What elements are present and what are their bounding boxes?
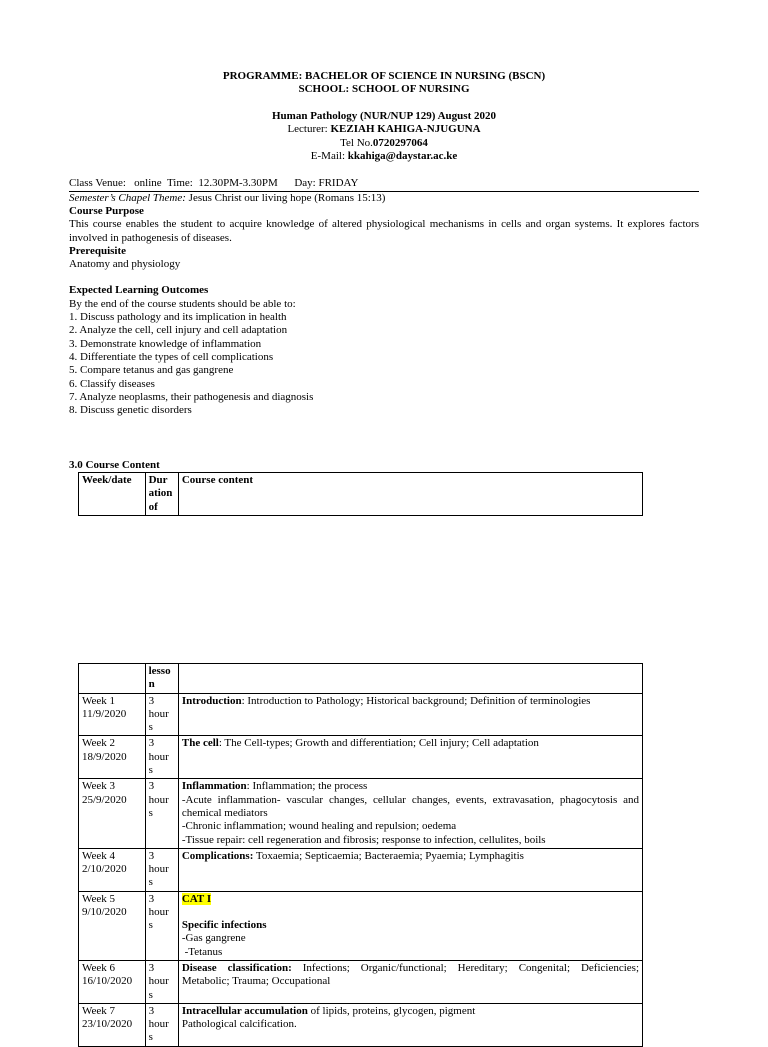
table-row bbox=[79, 693, 643, 736]
outcomes-heading: Expected Learning Outcomes bbox=[69, 284, 209, 297]
week-cell: Week 5 9/10/2020 bbox=[79, 891, 146, 960]
week-cell: Week 1 11/9/2020 bbox=[79, 693, 146, 736]
tel-label: Tel No. bbox=[340, 136, 373, 149]
chapel-theme-line bbox=[69, 192, 699, 205]
lecturer-label: Lecturer: bbox=[287, 123, 331, 136]
email-value[interactable]: kkahiga@daystar.ac.ke bbox=[347, 149, 458, 162]
table-row bbox=[79, 848, 643, 891]
table-row bbox=[79, 736, 643, 779]
content-cell: Introduction: Introduction to Pathology; Historical background; Definition of terminologies bbox=[178, 693, 642, 736]
programme-title: PROGRAMME: BACHELOR OF SCIENCE IN NURSING (BSCN) bbox=[222, 70, 546, 82]
duration-cell: 3 hour s bbox=[145, 736, 178, 779]
email-line bbox=[69, 150, 699, 163]
header-week-date: Week/date bbox=[79, 473, 146, 516]
table-row bbox=[79, 779, 643, 848]
table-row bbox=[79, 891, 643, 960]
outcomes-intro: By the end of the course students should be able to: bbox=[69, 297, 296, 310]
week-cell: Week 2 18/9/2020 bbox=[79, 736, 146, 779]
week-cell: Week 7 23/10/2020 bbox=[79, 1003, 146, 1046]
document-header bbox=[69, 70, 699, 97]
email-label: E-Mail: bbox=[310, 149, 348, 162]
table-header-row bbox=[79, 473, 643, 516]
course-purpose-text: This course enables the student to acquire knowledge of altered physiological mechanisms in cells and organ systems. It explores factors involved in pathogenesis of diseases. bbox=[69, 218, 699, 244]
tel-value: 0720297064 bbox=[372, 136, 428, 149]
outcome-item: 2. Analyze the cell, cell injury and cell adaptation bbox=[69, 324, 288, 337]
outcome-item: 8. Discuss genetic disorders bbox=[69, 404, 192, 417]
week-cell: Week 4 2/10/2020 bbox=[79, 848, 146, 891]
duration-cell: 3 hour s bbox=[145, 848, 178, 891]
outcome-item: 7. Analyze neoplasms, their pathogenesis and diagnosis bbox=[69, 390, 314, 403]
course-content-heading: 3.0 Course Content bbox=[69, 459, 160, 471]
outcome-item: 5. Compare tetanus and gas gangrene bbox=[69, 364, 234, 377]
class-venue-line: Class Venue: online Time: 12.30PM-3.30PM Day: FRIDAY bbox=[69, 177, 359, 189]
course-content-table-header bbox=[78, 472, 643, 516]
header-duration: Dur ation of bbox=[145, 473, 178, 516]
content-cell: Disease classification: Infections; Organic/functional; Hereditary; Congenital; Deficiencies; Metabolic; Trauma; Occupational bbox=[178, 960, 642, 1003]
duration-cell: 3 hour s bbox=[145, 693, 178, 736]
course-title: Human Pathology (NUR/NUP 129) August 2020 bbox=[272, 110, 496, 122]
school-title: SCHOOL: SCHOOL OF NURSING bbox=[298, 83, 470, 96]
content-cell: The cell: The Cell-types; Growth and differentiation; Cell injury; Cell adaptation bbox=[178, 736, 642, 779]
course-content-table bbox=[78, 663, 643, 1047]
outcome-item: 1. Discuss pathology and its implication in health bbox=[69, 311, 287, 324]
duration-cell: 3 hour s bbox=[145, 891, 178, 960]
content-cell: CAT I Specific infections -Gas gangrene -Tetanus bbox=[178, 891, 642, 960]
lecturer-line bbox=[69, 123, 699, 136]
duration-cell: 3 hour s bbox=[145, 960, 178, 1003]
outcome-item: 6. Classify diseases bbox=[69, 377, 155, 390]
duration-cell: 3 hour s bbox=[145, 779, 178, 848]
tel-line bbox=[69, 137, 699, 150]
course-purpose-heading: Course Purpose bbox=[69, 205, 144, 217]
table-header-continued-row bbox=[79, 664, 643, 694]
prerequisite-text: Anatomy and physiology bbox=[69, 258, 181, 271]
course-info bbox=[69, 110, 699, 163]
course-description bbox=[69, 205, 699, 417]
cat-highlight: CAT I bbox=[181, 892, 212, 905]
header-course-content: Course content bbox=[178, 473, 642, 516]
outcome-item: 3. Demonstrate knowledge of inflammation bbox=[69, 337, 262, 350]
chapel-theme-text: Jesus Christ our living hope (Romans 15:13) bbox=[188, 192, 386, 204]
outcome-item: 4. Differentiate the types of cell complications bbox=[69, 350, 274, 363]
table-row bbox=[79, 1003, 643, 1046]
week-cell: Week 3 25/9/2020 bbox=[79, 779, 146, 848]
prerequisite-heading: Prerequisite bbox=[69, 244, 127, 257]
duration-cell: 3 hour s bbox=[145, 1003, 178, 1046]
chapel-theme-label: Semester’s Chapel Theme: bbox=[69, 192, 189, 204]
table-row bbox=[79, 960, 643, 1003]
lecturer-name: KEZIAH KAHIGA-NJUGUNA bbox=[330, 123, 481, 136]
content-cell: Complications: Toxaemia; Septicaemia; Bacteraemia; Pyaemia; Lymphagitis bbox=[178, 848, 642, 891]
week-cell: Week 6 16/10/2020 bbox=[79, 960, 146, 1003]
content-cell: Inflammation: Inflammation; the process -Acute inflammation- vascular changes, cellular changes, events, extravasation, phagocytosis and chemical mediators -Chronic inflammation; wound healing and repulsion; oedema -Tissue repair: cell regeneration and fibrosis; response to infection, cellulites, boils bbox=[178, 779, 642, 848]
header-duration-continued: lesso n bbox=[145, 664, 178, 694]
content-cell: Intracellular accumulation of lipids, proteins, glycogen, pigment Pathological calcification. bbox=[178, 1003, 642, 1046]
